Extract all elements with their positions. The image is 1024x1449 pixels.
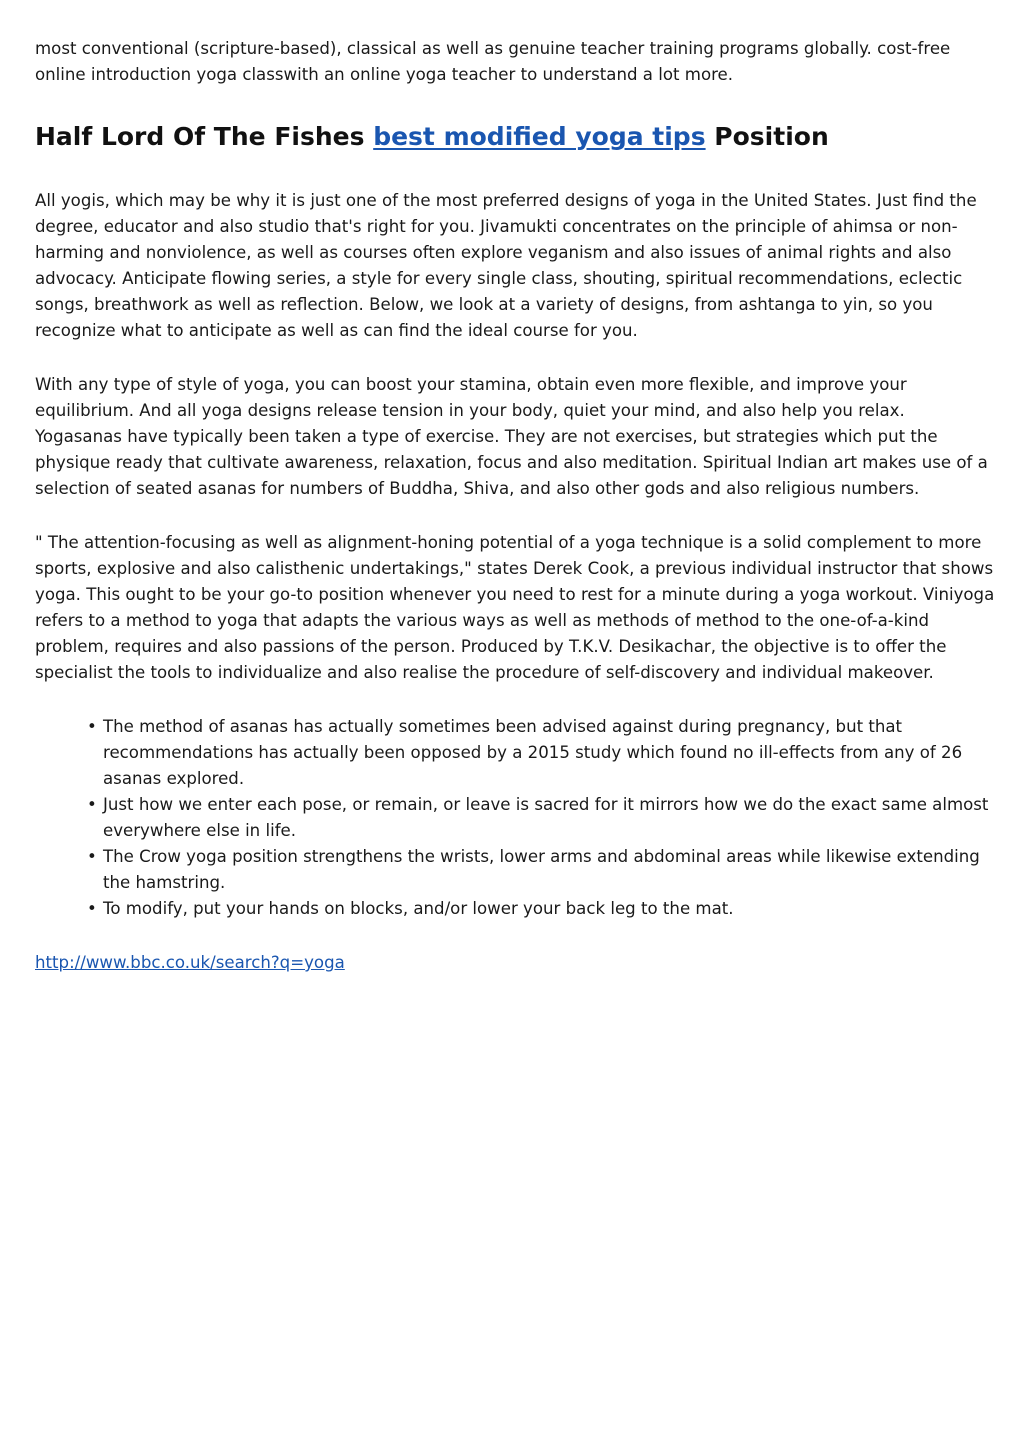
- list-item-text: Just how we enter each pose, or remain, or leave is sacred for it mirrors how we do the exact same almost everywhere else in life.: [103, 795, 989, 840]
- bullet-icon: •: [87, 717, 97, 736]
- list-item: [87, 896, 995, 922]
- list-item: [87, 792, 995, 844]
- section-heading: [35, 121, 995, 153]
- heading-text-after: Position: [705, 122, 829, 151]
- body-paragraph-2: With any type of style of yoga, you can boost your stamina, obtain even more flexible, and improve your equilibrium. And all yoga designs release tension in your body, quiet your mind, and also help you relax. Yogasanas have typically been taken a type of exercise. They are not exercises, but strategies which put the physique ready that cultivate awareness, relaxation, focus and also meditation. Spiritual Indian art makes use of a selection of seated asanas for numbers of Buddha, Shiva, and also other gods and also religious numbers.: [35, 375, 988, 498]
- list-item-text: The method of asanas has actually sometimes been advised against during pregnancy, but that recommendations has actually been opposed by a 2015 study which found no ill-effects from any of 26 asanas explored.: [103, 717, 963, 788]
- body-paragraph-3: " The attention-focusing as well as alignment-honing potential of a yoga technique is a solid complement to more sports, explosive and also calisthenic undertakings," states Derek Cook, a previous individual instructor that shows yoga. This ought to be your go-to position whenever you need to rest for a minute during a yoga workout. Viniyoga refers to a method to yoga that adapts the various ways as well as methods of method to the one-of-a-kind problem, requires and also passions of the person. Produced by T.K.V. Desikachar, the objective is to offer the specialist the tools to individualize and also realise the procedure of self-discovery and individual makeover.: [35, 533, 995, 682]
- bullet-icon: •: [87, 899, 97, 918]
- body-paragraph-1: All yogis, which may be why it is just one of the most preferred designs of yoga in the United States. Just find the degree, educator and also studio that's right for you. Jivamukti concentrates on the principle of ahimsa or non-harming and nonviolence, as well as courses often explore veganism and also issues of animal rights and also advocacy. Anticipate flowing series, a style for every single class, shouting, spiritual recommendations, eclectic songs, breathwork as well as reflection. Below, we look at a variety of designs, from ashtanga to yin, so you recognize what to anticipate as well as can find the ideal course for you.: [35, 191, 977, 340]
- bullet-list: [35, 714, 995, 922]
- heading-link[interactable]: best modified yoga tips: [373, 122, 706, 151]
- list-item-text: The Crow yoga position strengthens the wrists, lower arms and abdominal areas while likewise extending the hamstring.: [103, 847, 980, 892]
- bullet-icon: •: [87, 795, 97, 814]
- intro-paragraph: most conventional (scripture-based), classical as well as genuine teacher training programs globally. cost-free online introduction yoga classwith an online yoga teacher to understand a lot more.: [35, 39, 951, 84]
- footer-link[interactable]: http://www.bbc.co.uk/search?q=yoga: [35, 953, 345, 972]
- list-item-text: To modify, put your hands on blocks, and/or lower your back leg to the mat.: [103, 899, 734, 918]
- bullet-icon: •: [87, 847, 97, 866]
- document-page: [35, 36, 995, 976]
- heading-text-before: Half Lord Of The Fishes: [35, 122, 374, 151]
- list-item: [87, 844, 995, 896]
- list-item: [87, 714, 995, 792]
